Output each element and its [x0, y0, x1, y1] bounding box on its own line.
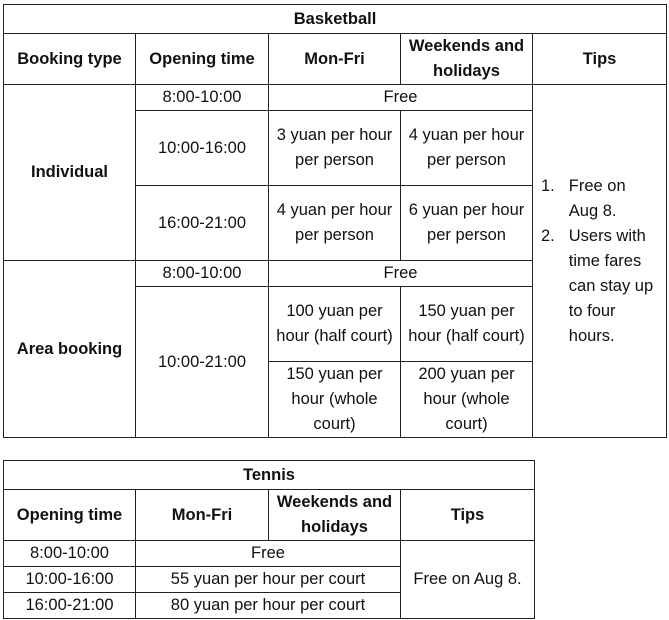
tennis-header-tips: Tips — [401, 490, 535, 541]
tennis-table — [3, 460, 535, 619]
tennis-time-3: 16:00-21:00 — [4, 593, 136, 619]
tennis-price-1: Free — [136, 541, 401, 567]
individual-time-2: 10:00-16:00 — [136, 111, 269, 186]
area-time-1: 8:00-10:00 — [136, 261, 269, 287]
header-opening-time: Opening time — [136, 34, 269, 85]
tip-item — [541, 224, 658, 349]
tip-text: Free on Aug 8. — [568, 176, 626, 220]
header-booking-type: Booking type — [4, 34, 136, 85]
area-half-court-weekends: 150 yuan per hour (half court) — [401, 287, 533, 362]
booking-type-individual: Individual — [4, 85, 136, 261]
tip-number: 1. — [541, 176, 555, 195]
individual-free: Free — [269, 85, 533, 111]
tennis-header-opening-time: Opening time — [4, 490, 136, 541]
tips-list — [541, 174, 658, 349]
tennis-header-weekends-holidays: Weekends and holidays — [269, 490, 401, 541]
tennis-tip: Free on Aug 8. — [401, 541, 535, 619]
area-time-2: 10:00-21:00 — [136, 287, 269, 438]
tennis-time-2: 10:00-16:00 — [4, 567, 136, 593]
area-free: Free — [269, 261, 533, 287]
header-weekends-holidays: Weekends and holidays — [401, 34, 533, 85]
individual-time-1: 8:00-10:00 — [136, 85, 269, 111]
header-tips: Tips — [533, 34, 667, 85]
basketball-table — [3, 4, 667, 438]
booking-type-area: Area booking — [4, 261, 136, 438]
individual-time-3: 16:00-21:00 — [136, 186, 269, 261]
individual-price-mon-fri-3: 4 yuan per hour per person — [269, 186, 401, 261]
area-half-court-mon-fri: 100 yuan per hour (half court) — [269, 287, 401, 362]
basketball-title: Basketball — [4, 5, 667, 34]
area-whole-court-weekends: 200 yuan per hour (whole court) — [401, 362, 533, 438]
tip-item — [541, 174, 658, 224]
area-whole-court-mon-fri: 150 yuan per hour (whole court) — [269, 362, 401, 438]
basketball-tips — [533, 85, 667, 438]
tennis-title: Tennis — [4, 461, 535, 490]
header-mon-fri: Mon-Fri — [269, 34, 401, 85]
tennis-time-1: 8:00-10:00 — [4, 541, 136, 567]
tip-number: 2. — [541, 226, 555, 245]
individual-price-weekends-3: 6 yuan per hour per person — [401, 186, 533, 261]
tip-text: Users with time fares can stay up to four hours. — [568, 226, 654, 345]
tennis-price-2: 55 yuan per hour per court — [136, 567, 401, 593]
individual-price-mon-fri-2: 3 yuan per hour per person — [269, 111, 401, 186]
tennis-header-mon-fri: Mon-Fri — [136, 490, 269, 541]
individual-price-weekends-2: 4 yuan per hour per person — [401, 111, 533, 186]
tennis-price-3: 80 yuan per hour per court — [136, 593, 401, 619]
